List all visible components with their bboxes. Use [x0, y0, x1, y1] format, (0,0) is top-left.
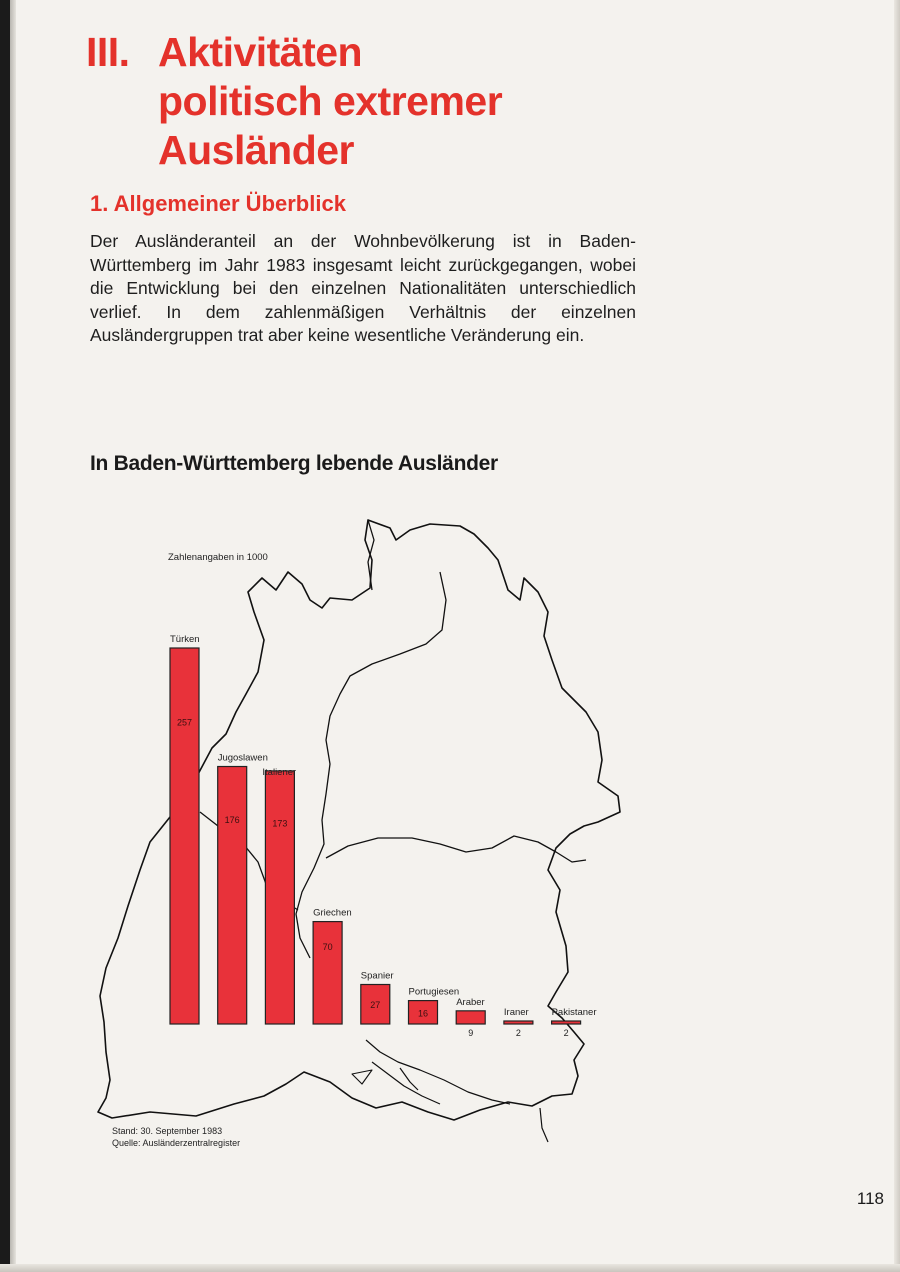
chapter-title-line-3: Ausländer	[158, 127, 354, 173]
value-label-pakistaner: 2	[563, 1028, 569, 1038]
bar-griechen	[313, 922, 342, 1024]
value-label-italiener: 173	[272, 818, 288, 829]
value-label-griechen: 70	[322, 942, 333, 953]
category-label-iraner: Iraner	[503, 1007, 529, 1018]
value-label-araber: 9	[468, 1028, 474, 1038]
category-label-araber: Araber	[456, 996, 485, 1008]
bar-jugoslawen	[218, 767, 247, 1024]
value-label-jugoslawen: 176	[224, 814, 240, 825]
map-region-border-2	[326, 836, 586, 862]
value-label-portugiesen: 16	[417, 1008, 429, 1019]
chart-bars-group	[170, 648, 581, 1024]
chart-footnote-source: Quelle: Ausländerzentralregister	[112, 1138, 241, 1148]
bar-pakistaner	[552, 1021, 581, 1024]
value-label-t-rken: 257	[176, 717, 193, 728]
chapter-title-line-2: politisch extremer	[158, 78, 503, 124]
category-label-jugoslawen: Jugoslawen	[217, 752, 268, 764]
bar-italiener	[265, 771, 294, 1024]
bar-iraner	[504, 1021, 533, 1024]
bar-t-rken	[170, 648, 199, 1024]
bar-araber	[456, 1011, 485, 1024]
chart-unit-note: Zahlenangaben in 1000	[168, 552, 268, 563]
category-label-spanier: Spanier	[360, 970, 394, 982]
value-label-iraner: 2	[515, 1028, 521, 1038]
category-label-t-rken: Türken	[170, 634, 200, 645]
chapter-title-line-1: Aktivitäten	[158, 29, 363, 75]
map-rhine-small	[352, 1070, 372, 1084]
chapter-number: III.	[86, 29, 130, 75]
body-paragraph: Der Ausländeranteil an der Wohnbevölkerung ist in Baden-Württemberg im Jahr 1983 insgesamt leicht zurückgegangen, wobei die Entwicklung bei den einzelnen Nationalitäten unterschiedlich verlief. In dem zahlenmäßigen Verhältnis der einzelnen Ausländergruppen trat aber keine wesentliche Veränderung ein.	[90, 231, 636, 345]
category-label-portugiesen: Portugiesen	[408, 986, 460, 998]
chart-footnote-date: Stand: 30. September 1983	[112, 1126, 223, 1136]
category-label-italiener: Italiener	[262, 766, 297, 778]
page-number: 118	[856, 1189, 884, 1208]
chart-title: In Baden-Württemberg lebende Ausländer	[90, 452, 498, 475]
value-label-spanier: 27	[370, 1000, 381, 1011]
map-lake-constance	[366, 1040, 548, 1142]
category-label-pakistaner: Pakistaner	[551, 1007, 597, 1018]
category-label-griechen: Griechen	[313, 907, 352, 919]
map-region-border-1	[296, 572, 446, 958]
section-title: 1. Allgemeiner Überblick	[90, 191, 346, 216]
